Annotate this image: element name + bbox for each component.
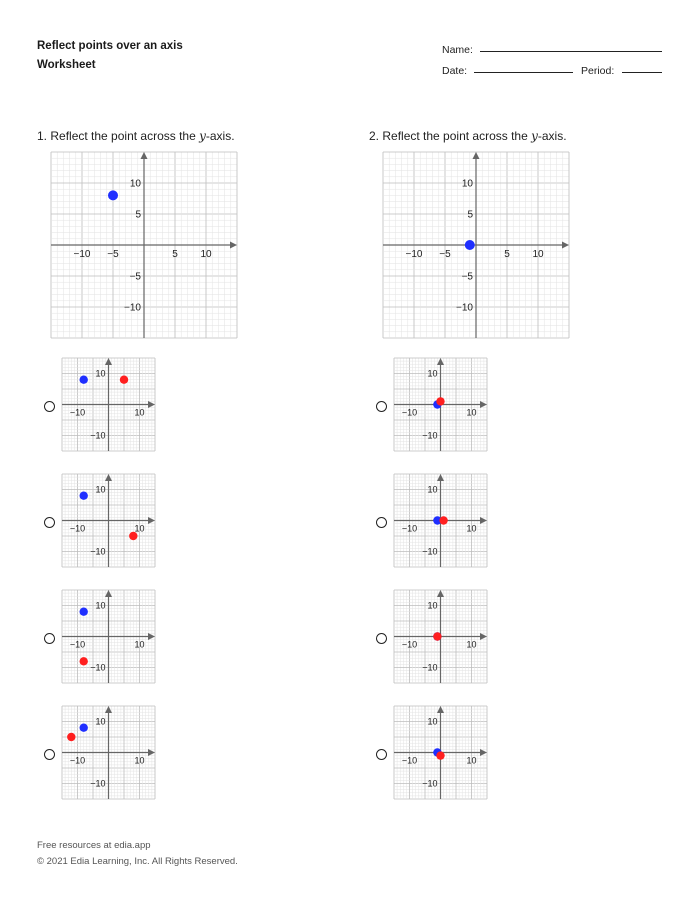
x-tick-label: −10: [69, 407, 86, 418]
problem-1-graph: [51, 152, 237, 338]
red-point: [436, 751, 444, 759]
x-tick-label: −10: [401, 639, 418, 650]
date-label: Date:: [442, 65, 468, 77]
y-tick-label: −5: [129, 271, 141, 283]
x-tick-label: 10: [466, 755, 477, 766]
axes: [62, 358, 155, 451]
y-tick-label: −10: [422, 662, 438, 673]
question-text-end: -axis.: [205, 129, 235, 143]
x-tick-label: −5: [107, 249, 119, 260]
x-tick-label: −10: [401, 755, 418, 766]
worksheet-title: Reflect points over an axis: [37, 40, 183, 52]
answer-choice-graph: [394, 706, 487, 799]
x-tick-label: 10: [532, 249, 544, 260]
y-tick-label: −10: [422, 430, 438, 441]
axes: [62, 706, 155, 799]
red-point: [129, 532, 137, 540]
x-tick-label: 10: [134, 755, 145, 766]
y-tick-label: 5: [467, 209, 473, 221]
y-tick-label: 10: [427, 484, 438, 495]
x-axis-arrow: [230, 242, 237, 249]
y-tick-label: 10: [129, 178, 141, 190]
x-tick-label: −10: [401, 523, 418, 534]
answer-choice-radio[interactable]: [376, 749, 387, 760]
y-axis-arrow: [437, 474, 444, 481]
y-axis-arrow: [437, 706, 444, 713]
x-tick-label: 10: [466, 523, 477, 534]
problem-2-graph: [383, 152, 569, 338]
blue-point: [108, 190, 118, 200]
red-point: [439, 516, 447, 524]
y-tick-label: 5: [135, 209, 141, 221]
y-tick-label: 10: [95, 716, 106, 727]
red-point: [67, 733, 75, 741]
y-tick-label: −10: [90, 778, 106, 789]
x-tick-label: 10: [134, 639, 145, 650]
x-tick-label: 10: [466, 407, 477, 418]
axes: [62, 590, 155, 683]
x-axis-arrow: [480, 401, 487, 408]
x-tick-label: −5: [439, 249, 451, 260]
y-tick-label: 10: [427, 716, 438, 727]
y-tick-label: −5: [461, 271, 473, 283]
answer-choice-graph: [62, 590, 155, 683]
question-text-end: -axis.: [537, 129, 567, 143]
question-variable: y: [199, 129, 206, 143]
footer-resources: Free resources at edia.app: [37, 840, 151, 851]
answer-choice-graph: [394, 358, 487, 451]
blue-point: [80, 724, 88, 732]
answer-choice-radio[interactable]: [44, 517, 55, 528]
x-axis-arrow: [480, 749, 487, 756]
answer-choice-graph: [62, 706, 155, 799]
x-tick-label: 10: [466, 639, 477, 650]
x-axis-arrow: [562, 242, 569, 249]
y-axis-arrow: [141, 152, 148, 159]
y-tick-label: 10: [95, 600, 106, 611]
question-number: 2.: [369, 129, 380, 143]
y-tick-label: −10: [124, 302, 141, 314]
y-tick-label: 10: [95, 484, 106, 495]
red-point: [436, 397, 444, 405]
x-tick-label: −10: [405, 249, 423, 260]
question-variable: y: [531, 129, 538, 143]
y-axis-arrow: [105, 590, 112, 597]
answer-choice-radio[interactable]: [376, 517, 387, 528]
x-tick-label: 10: [134, 523, 145, 534]
x-axis-arrow: [480, 517, 487, 524]
y-tick-label: 10: [95, 368, 106, 379]
question-2: [369, 129, 567, 143]
blue-point: [80, 492, 88, 500]
x-tick-label: 5: [172, 249, 178, 260]
y-axis-arrow: [105, 474, 112, 481]
x-tick-label: −10: [69, 639, 86, 650]
x-tick-label: 10: [134, 407, 145, 418]
period-label: Period:: [581, 65, 615, 77]
question-number: 1.: [37, 129, 48, 143]
y-axis-arrow: [105, 358, 112, 365]
x-axis-arrow: [148, 517, 155, 524]
worksheet-subtitle: Worksheet: [37, 59, 96, 71]
x-axis-arrow: [148, 633, 155, 640]
red-point: [120, 376, 128, 384]
answer-choice-graph: [394, 590, 487, 683]
red-point: [80, 657, 88, 665]
y-tick-label: −10: [90, 546, 106, 557]
y-tick-label: 10: [427, 600, 438, 611]
y-tick-label: −10: [422, 778, 438, 789]
x-tick-label: −10: [73, 249, 91, 260]
y-axis-arrow: [437, 358, 444, 365]
answer-choice-graph: [62, 474, 155, 567]
x-tick-label: −10: [69, 755, 86, 766]
date-field[interactable]: [474, 72, 573, 73]
name-label: Name:: [442, 44, 473, 56]
y-tick-label: −10: [90, 430, 106, 441]
y-axis-arrow: [437, 590, 444, 597]
question-text: Reflect the point across the: [382, 129, 532, 143]
y-tick-label: −10: [422, 546, 438, 557]
x-tick-label: −10: [401, 407, 418, 418]
y-tick-label: −10: [90, 662, 106, 673]
x-axis-arrow: [148, 401, 155, 408]
name-field[interactable]: [480, 51, 662, 52]
axes: [383, 152, 569, 338]
y-tick-label: −10: [456, 302, 473, 314]
question-text: Reflect the point across the: [50, 129, 200, 143]
y-tick-label: 10: [461, 178, 473, 190]
x-tick-label: 5: [504, 249, 510, 260]
footer-copyright: © 2021 Edia Learning, Inc. All Rights Reserved.: [37, 856, 238, 867]
axes: [62, 474, 155, 567]
answer-choice-radio[interactable]: [376, 633, 387, 644]
answer-choice-graph: [62, 358, 155, 451]
axes: [51, 152, 237, 338]
x-axis-arrow: [148, 749, 155, 756]
answer-choice-radio[interactable]: [44, 401, 55, 412]
x-tick-label: 10: [200, 249, 212, 260]
answer-choice-radio[interactable]: [44, 749, 55, 760]
question-1: [37, 129, 235, 143]
blue-point: [465, 240, 475, 250]
x-axis-arrow: [480, 633, 487, 640]
answer-choice-radio[interactable]: [376, 401, 387, 412]
y-axis-arrow: [473, 152, 480, 159]
period-field[interactable]: [622, 72, 662, 73]
x-tick-label: −10: [69, 523, 86, 534]
y-axis-arrow: [105, 706, 112, 713]
y-tick-label: 10: [427, 368, 438, 379]
blue-point: [80, 608, 88, 616]
red-point: [433, 632, 441, 640]
answer-choice-radio[interactable]: [44, 633, 55, 644]
answer-choice-graph: [394, 474, 487, 567]
blue-point: [80, 376, 88, 384]
